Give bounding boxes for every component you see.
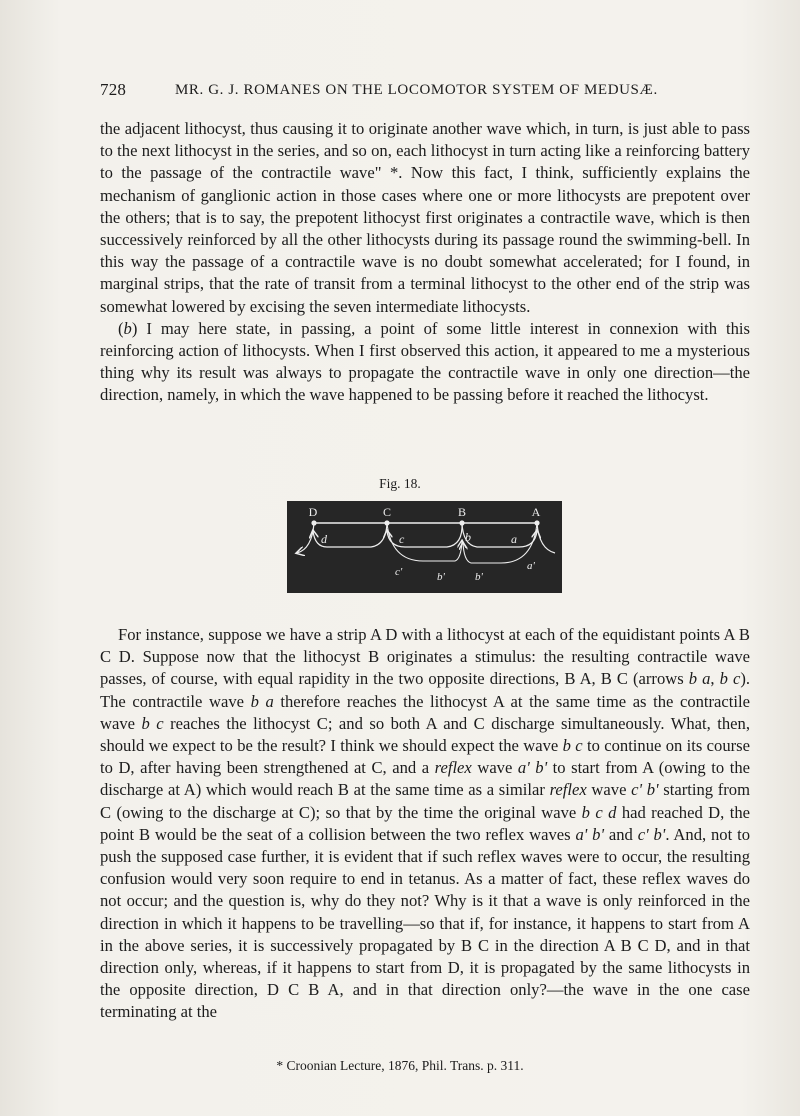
reflex-label-b-prime-left: b' [437,571,445,583]
p3-s6: to continue on its course to D, after having been strengthened at C, and a [100,736,750,778]
wave-d-end-arrow [297,523,314,553]
page-header [100,80,750,102]
p3-s4: therefore reaches the lithocyst A at the same time as the contractile wave [100,691,750,733]
point-label-c: C [382,505,392,519]
p3-s2: , [710,669,720,689]
wave-label-b: b [465,530,471,544]
paragraph-b-marker: (b) [118,318,138,338]
p3-reflex1: reflex [434,758,472,778]
p3-s7: wave [471,758,518,778]
p3-bc1: b c [719,669,741,689]
paragraph-b-text: I may here state, in passing, a point of some little interest in connexion with this reinforcing action of lithocysts. When I first observed this action, it appeared to me a mysterious thing why its result was always to propagate the contractile wave in only one direction—the direction, namely, in which the wave happened to be passing before it reached the lithocyst. [100,318,750,405]
p3-s3: ). The contractile wave [100,669,750,711]
p3-s8: to start from A (owing to the discharge at A) which would reach B at the same time as a similar [100,758,750,800]
p3-ab2: a' b' [575,824,605,844]
wave-ba-arrow [462,523,537,547]
running-title: MR. G. J. ROMANES ON THE LOCOMOTOR SYSTEM OF MEDUSÆ. [175,82,658,98]
p3-s11: had reached D, the point B would be the seat of a collision between the two reflex waves [100,802,750,844]
p3-ba1: b a [688,669,711,689]
paragraph-1-text: the adjacent lithocyst, thus causing it to originate another wave which, in turn, is just able to pass to the next lithocyst in the series, and so on, each lithocyst in turn acting like a reinforcing battery to the passage of the contractile wave" *. Now this fact, I think, sufficiently explains the mechanism of ganglionic action in those cases where one or more lithocysts are prepotent over the others; that is to say, the prepotent lithocyst first originates a contractile wave, which is then successively reinforced by all the other lithocysts during its passage round the swimming-bell. In this way the passage of a contractile wave is no doubt somewhat accelerated; for I found, in marginal strips, that the rate of transit from a terminal lithocyst to the other end of the strip was somewhat lowered by excising the seven intermediate lithocysts. [100,119,750,316]
p3-ab1: a' b' [517,758,548,778]
footnote: * Croonian Lecture, 1876, Phil. Trans. p. 311. [276,1058,524,1073]
figure-18 [287,501,562,593]
p3-reflex2: reflex [549,780,587,800]
figure-18-diagram [287,501,562,593]
reflex-label-a-prime: a' [527,560,535,572]
p3-bc2: b c [141,713,164,733]
reflex-label-c-prime: c' [395,566,403,578]
p3-s13: . And, not to push the supposed case further, it is evident that if such reflex waves were to occur, the resulting confusion would very soon require to end in tetanus. As a matter of fact, these reflex waves do not occur; and the question is, why do they not? Why is it that a wave is only reinforced in the direction in which it happens to be travelling—so that if, for instance, it happens to start from A in the above series, it is successively propagated by B C in the direction A B C D, and in that direction only, whereas, if it happens to start from D, it is propagated by the same lithocysts in the opposite direction, D C B A, and in that direction only?—the wave in the one case terminating at the [100,824,750,1022]
wave-label-d: d [321,532,327,546]
p3-s5: reaches the lithocyst C; and so both A and C discharge simultaneously. What, then, should we expect to be the result? I think we should expect the wave [100,713,750,756]
page-number: 728 [100,80,127,99]
p3-s9: wave [586,780,632,800]
reflex-ab-arrow [463,523,537,563]
point-label-b: B [457,505,467,519]
paragraph-continued [100,118,750,407]
reflex-label-b-prime-right: b' [475,571,483,583]
p3-cb2: c' b' [637,824,666,844]
point-label-a: A [531,505,541,519]
point-label-d: D [308,505,318,519]
wave-a-tail [537,523,555,553]
wave-label-a: a [511,532,517,546]
paragraph-b [100,318,750,407]
p3-s1: For instance, suppose we have a strip A D with a lithocyst at each of the equidistant points A B C D. Suppose now that the lithocyst B originates a stimulus: the resulting contractile wave passes, of course, with equal rapidity in the two opposite directions, B A, B C (arrows [100,625,750,689]
wave-label-c: c [399,532,405,546]
p3-cb1: c' b' [631,780,659,800]
p3-s12: and [604,824,638,844]
p3-bc3: b c [562,736,583,756]
p3-s10: starting from C (owing to the discharge at C); so that by the time the original wave [100,780,750,822]
p3-bcd: b c d [581,802,617,822]
figure-caption: Fig. 18. [379,476,421,491]
p3-ba2: b a [250,691,274,711]
paragraph-instance [100,624,750,1024]
